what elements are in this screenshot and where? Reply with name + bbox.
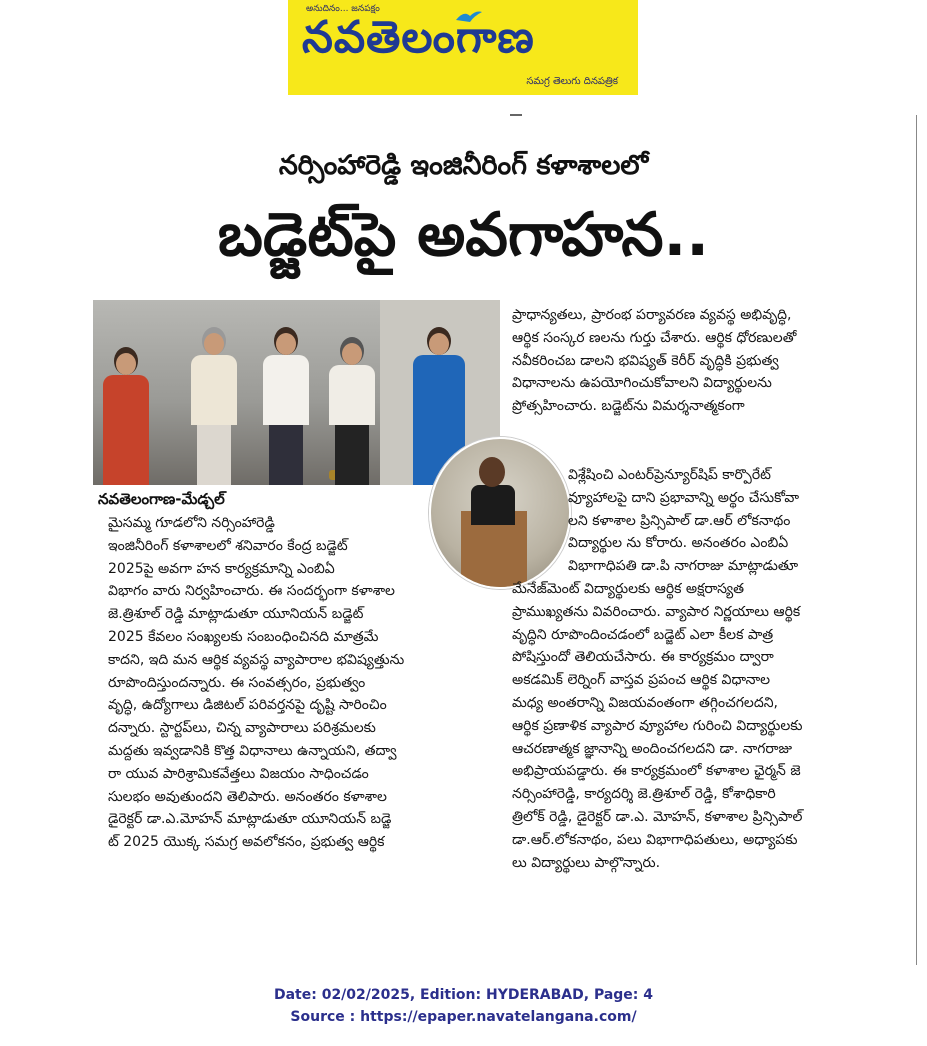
footer-source-link[interactable]: Source : https://epaper.navatelangana.com/ — [290, 1009, 637, 1025]
article-body-left: మైసమ్మ గూడలోని నర్సింహారెడ్డి ఇంజినీరింగ్ కళాశాలలో శనివారం కేంద్ర బడ్జెట్ 2025పై అవగా హన కార్యక్రమాన్ని ఎంబిఏ విభాగం వారు నిర్వహించారు. ఈ సందర్భంగా కళాశాల జె.త్రిశూల్ రెడ్డి మాట్లాడుతూ యూనియన్ బడ్జెట్ 2025 కేవలం సంఖ్యలకు సంబంధించినది మాత్రమే కాదని, ఇది మన ఆర్థిక వ్యవస్థ వ్యాపారాల భవిష్యత్తును రూపొందిస్తుందన్నారు. ఈ సంవత్సరం, ప్రభుత్వం వృద్ధి, ఉద్యోగాలు డిజిటల్ పరివర్తనపై దృష్టి సారించిం దన్నారు. స్టార్టప్‌లు, చిన్న వ్యాపారాలు పరిశ్రమలకు మద్దతు ఇవ్వడానికి కొత్త విధానాలు ఉన్నాయని, తద్వా రా యువ పారిశ్రామికవేత్తలు విజయం సాధించడం సులభం అవుతుందని తెలిపారు. అనంతరం కళాశాల డైరెక్టర్ డా.ఎ.మోహన్ మాట్లాడుతూ యూనియన్ బడ్జె ట్ 2025 యొక్క సమగ్ర అవలోకనం, ప్రభుత్వ ఆర్థిక — [108, 515, 405, 851]
photo-person — [189, 325, 239, 485]
article-body-right-bottom: మేనేజ్‌మెంట్ విద్యార్థులకు ఆర్థిక అక్షరాస్యత ప్రాముఖ్యతను వివరించారు. వ్యాపార నిర్ణయాలు ఆర్థిక వృద్ధిని రూపొందించడంలో బడ్జెట్ ఎలా కీలక పాత్ర పోషిస్తుందో తెలియచేసారు. ఈ కార్యక్రమం ద్వారా అకడమిక్ లెర్నింగ్ వాస్తవ ప్రపంచ ఆర్థిక విధానాల మధ్య అంతరాన్ని విజయవంతంగా తగ్గించగలదని, ఆర్థిక ప్రణాళిక వ్యాపార వ్యూహాల గురించి విద్యార్థులకు ఆచరణాత్మక జ్ఞానాన్ని అందించగలదని డా. నాగరాజు అభిప్రాయపడ్డారు. ఈ కార్యక్రమంలో కళాశాల ఛైర్మన్ జె నర్సింహారెడ్డి, కార్యదర్శి జె.త్రిశూల్ రెడ్డి, కోశాధికారి త్రిలోక్ రెడ్డి, డైరెక్టర్ డా.ఎ. మోహన్, కళాశాల ప్రిన్సిపాల్ డా.ఆర్.లోకనాథం, పలు విభాగాధిపతులు, అధ్యాపకు లు విద్యార్థులు పాల్గొన్నారు. — [512, 581, 803, 871]
masthead-name: నవతెలంగాణ — [302, 12, 535, 63]
masthead-logo — [288, 0, 638, 95]
photo-person — [327, 335, 377, 485]
footer — [0, 984, 927, 1028]
footer-date-line: Date: 02/02/2025, Edition: HYDERABAD, Page: 4 — [273, 987, 654, 1003]
photo-person — [261, 325, 311, 485]
article-body-right-top: ప్రాధాన్యతలు, ప్రారంభ పర్యావరణ వ్యవస్థ అభివృద్ధి, ఆర్థిక సంస్కర ణలను గుర్తు చేశారు. ఆర్థిక ధోరణులతో నవీకరించబ డాలని భవిష్యత్ కెరీర్ వృద్ధికి ప్రభుత్వ విధానాలను ఉపయోగించుకోవాలని విద్యార్థులను ప్రోత్సహించారు. బడ్జెట్‌ను విమర్శనాత్మకంగా — [512, 307, 797, 415]
speaker-head — [479, 457, 505, 487]
article-headline: బడ్జెట్‌పై అవగాహన.. — [217, 200, 710, 270]
masthead-subtitle: సమగ్ర తెలుగు దినపత్రిక — [526, 76, 618, 87]
event-photo — [93, 300, 500, 485]
article-kicker: నర్సింహారెడ్డి ఇంజినీరింగ్ కళాశాలలో — [278, 150, 649, 181]
article-body-right-mid: విశ్లేషించి ఎంటర్‌ప్రెన్యూర్‌షిప్ కార్పొరేట్ వ్యూహాలపై దాని ప్రభావాన్ని అర్థం చేసుకోవా లని కళాశాల ప్రిన్సిపాల్ డా.ఆర్ లోకనాథం విద్యార్థుల ను కోరారు. అనంతరం ఎంబిఏ విభాగాధిపతి డా.పి నాగరాజు మాట్లాడుతూ — [568, 467, 800, 575]
article-dateline: నవతెలంగాణ-మేడ్చల్ — [98, 490, 225, 508]
page-marker — [510, 114, 522, 116]
masthead-tagline: అనుదినం... జనపక్షం — [306, 4, 380, 14]
photo-person — [101, 345, 151, 485]
